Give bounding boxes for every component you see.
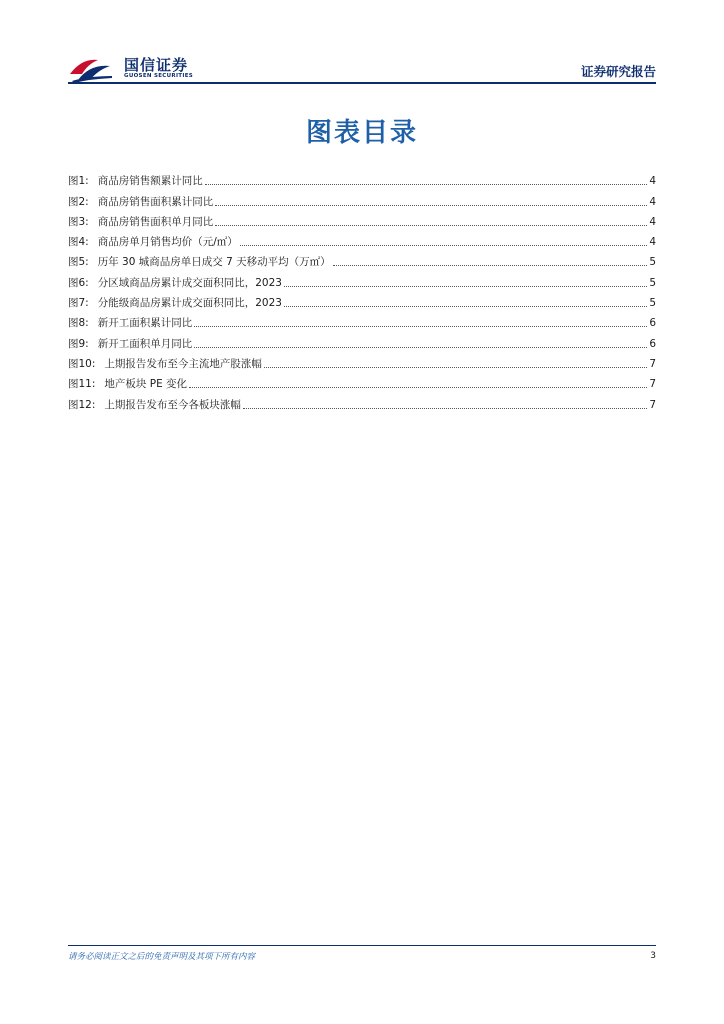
- toc-entry-title: 分区域商品房累计成交面积同比，2023: [97, 276, 282, 289]
- toc-entry[interactable]: [68, 351, 656, 371]
- toc-entry[interactable]: [68, 391, 656, 411]
- toc-entry-label: 图6:: [68, 276, 89, 289]
- toc-entry-page: 4: [649, 236, 656, 249]
- toc-entry-label: 图7:: [68, 297, 89, 310]
- toc-entry-label: 图1:: [68, 175, 89, 188]
- toc-entry[interactable]: [68, 290, 656, 310]
- toc-leader-dots: [240, 245, 648, 246]
- toc-entry[interactable]: [68, 310, 656, 330]
- toc-entry-page: 4: [649, 215, 656, 228]
- toc-entry[interactable]: [68, 249, 656, 269]
- toc-title: 图表目录: [305, 118, 418, 148]
- toc-entry-label: 图5:: [68, 256, 89, 269]
- toc-entry[interactable]: [68, 330, 656, 350]
- toc-entry-page: 4: [649, 195, 656, 208]
- toc-entry-label: 图4:: [68, 236, 89, 249]
- toc-entry[interactable]: [68, 168, 656, 188]
- toc-entry-label: 图2:: [68, 195, 89, 208]
- toc-entry-title: 新开工面积累计同比: [97, 317, 193, 330]
- toc-entry-title: 商品房销售面积累计同比: [97, 195, 214, 208]
- toc-entry[interactable]: [68, 209, 656, 229]
- disclaimer-text: 请务必阅读正文之后的免责声明及其项下所有内容: [68, 952, 256, 962]
- toc-entry-title: 分能级商品房累计成交面积同比，2023: [97, 297, 282, 310]
- toc-entry-page: 4: [649, 175, 656, 188]
- toc-entry-title: 上期报告发布至今各板块涨幅: [104, 398, 241, 411]
- toc-entry-label: 图10:: [68, 357, 96, 370]
- toc-leader-dots: [194, 347, 647, 348]
- page-header: [68, 50, 656, 90]
- toc-leader-dots: [189, 387, 647, 388]
- toc-leader-dots: [243, 408, 647, 409]
- toc-entry-page: 7: [649, 378, 656, 391]
- figure-toc: [68, 168, 656, 412]
- toc-entry-page: 5: [649, 276, 656, 289]
- header-divider: [68, 82, 656, 84]
- logo-english-name: GUOSEN SECURITIES: [124, 73, 194, 79]
- toc-entry-title: 商品房单月销售均价（元/㎡）: [97, 236, 238, 249]
- toc-leader-dots: [215, 225, 647, 226]
- guosen-logo: [68, 50, 208, 86]
- toc-leader-dots: [333, 265, 648, 266]
- toc-entry-title: 商品房销售额累计同比: [97, 175, 203, 188]
- toc-entry-title: 新开工面积单月同比: [97, 337, 193, 350]
- toc-entry[interactable]: [68, 269, 656, 289]
- footer-divider: [68, 945, 656, 946]
- toc-leader-dots: [264, 367, 647, 368]
- logo-chinese-name: 国信证券: [124, 56, 189, 74]
- toc-entry-label: 图12:: [68, 398, 96, 411]
- toc-entry-page: 5: [649, 256, 656, 269]
- toc-entry-label: 图8:: [68, 317, 89, 330]
- toc-entry-title: 商品房销售面积单月同比: [97, 215, 214, 228]
- toc-entry-label: 图11:: [68, 378, 96, 391]
- toc-leader-dots: [194, 326, 647, 327]
- toc-entry-page: 6: [649, 337, 656, 350]
- page-number: 3: [650, 951, 656, 961]
- toc-leader-dots: [215, 205, 647, 206]
- toc-entry[interactable]: [68, 188, 656, 208]
- toc-leader-dots: [205, 184, 648, 185]
- toc-leader-dots: [284, 286, 647, 287]
- toc-entry-title: 历年 30 城商品房单日成交 7 天移动平均（万㎡）: [97, 256, 331, 269]
- toc-entry-title: 地产板块 PE 变化: [104, 378, 188, 391]
- toc-entry-label: 图3:: [68, 215, 89, 228]
- toc-entry-page: 7: [649, 398, 656, 411]
- report-type-label: 证券研究报告: [580, 64, 656, 79]
- toc-entry[interactable]: [68, 229, 656, 249]
- toc-entry-title: 上期报告发布至今主流地产股涨幅: [104, 357, 262, 370]
- toc-entry-page: 5: [649, 297, 656, 310]
- toc-entry-page: 7: [649, 357, 656, 370]
- toc-entry-label: 图9:: [68, 337, 89, 350]
- toc-leader-dots: [284, 306, 647, 307]
- guosen-logo-icon: [68, 54, 114, 84]
- toc-entry-page: 6: [649, 317, 656, 330]
- toc-entry[interactable]: [68, 371, 656, 391]
